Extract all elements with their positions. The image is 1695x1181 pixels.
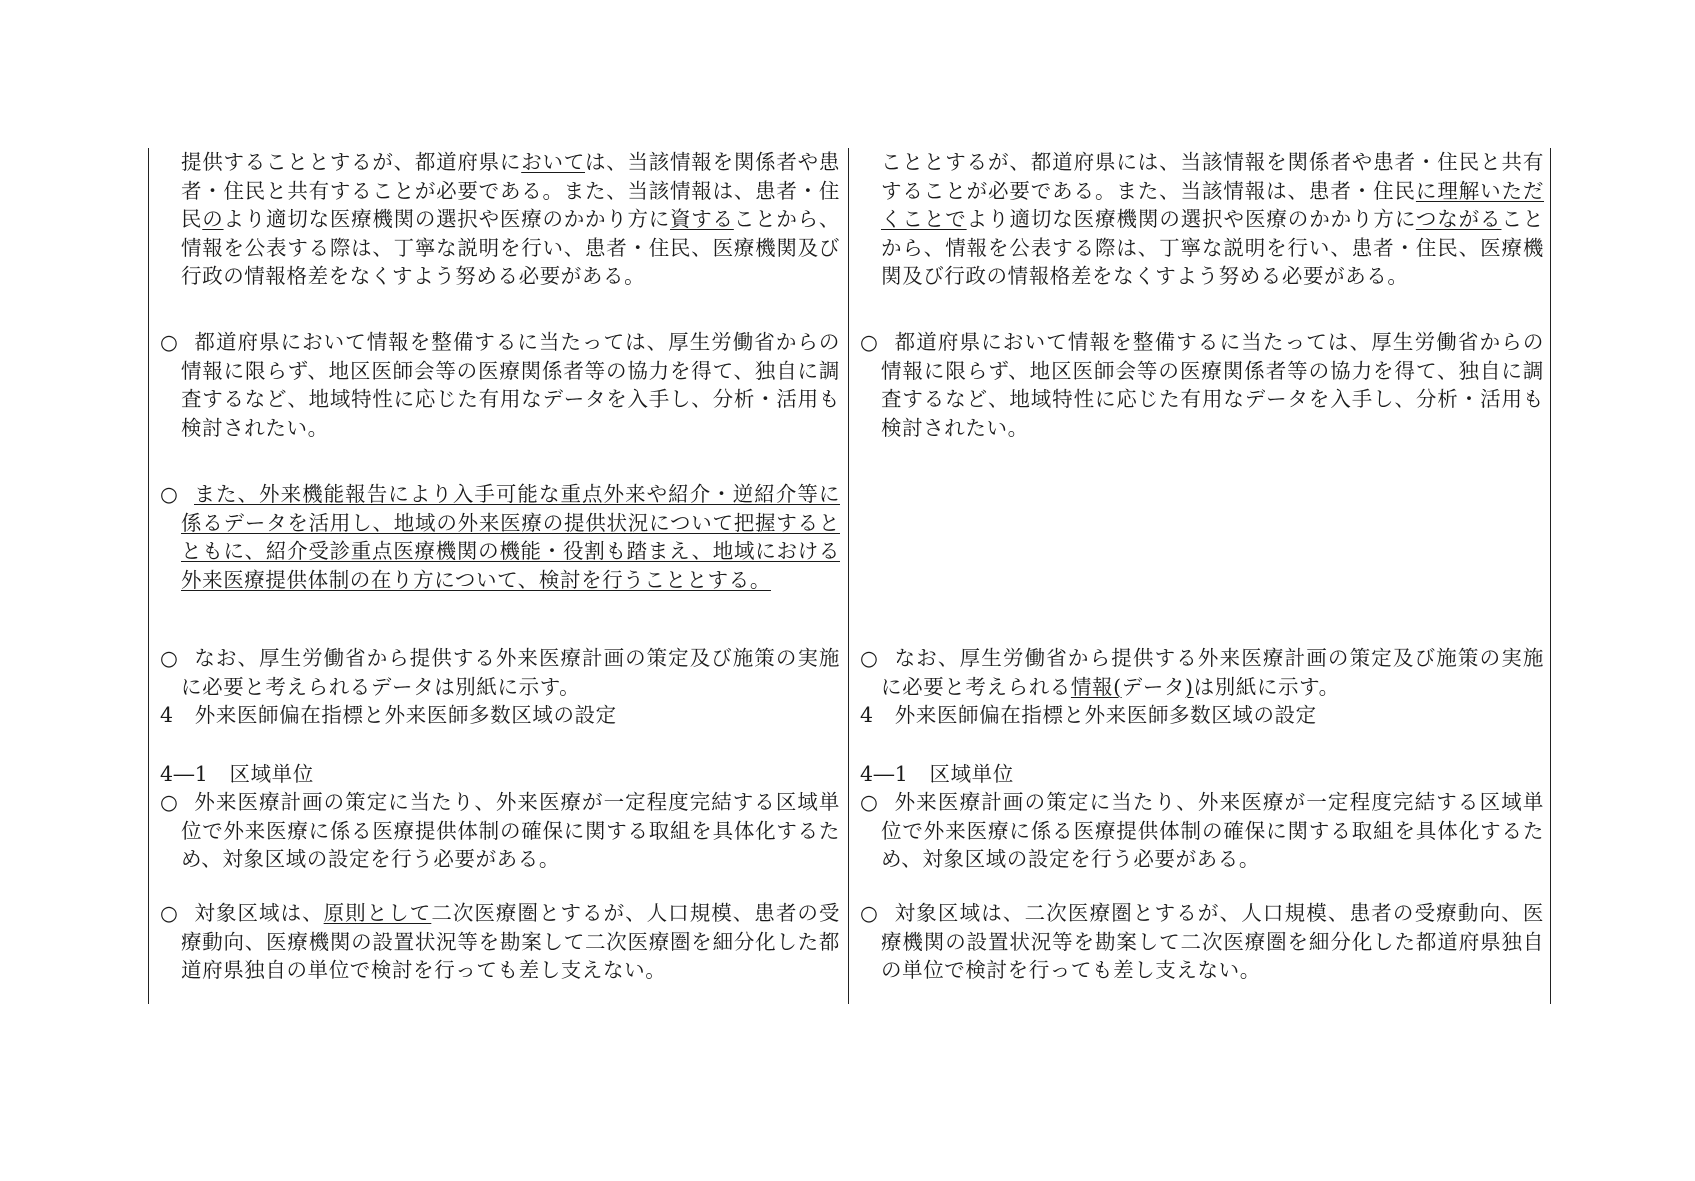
table-border-left [148,148,149,1004]
bullet-marker: ○ [160,790,179,814]
right-paragraph-6: ○ 対象区域は、二次医療圏とするが、人口規模、患者の受療動向、医療機関の設置状況等を勘案して二次医療圏を細分化した都道府県独自の単位で検討を行っても差し支えない。 [860,901,1544,983]
table-border-center [848,148,849,1004]
right-paragraph-4: ○ なお、厚生労働省から提供する外来医療計画の策定及び施策の実施に必要と考えられる情報(データ)は別紙に示す。 [860,646,1544,699]
bullet-marker: ○ [860,646,879,670]
left-section-heading: 4 外来医師偏在指標と外来医師多数区域の設定 [160,703,617,727]
left-paragraph-5: ○ 外来医療計画の策定に当たり、外来医療が一定程度完結する区域単位で外来医療に係る医療提供体制の確保に関する取組を具体化するため、対象区域の設定を行う必要がある。 [160,790,840,872]
right-section-heading: 4 外来医師偏在指標と外来医師多数区域の設定 [860,703,1317,727]
left-paragraph-1: 提供することとするが、都道府県においては、当該情報を関係者や患者・住民と共有することが必要である。また、当該情報は、患者・住民のより適切な医療機関の選択や医療のかかり方に資することから、情報を公表する際は、丁寧な説明を行い、患者・住民、医療機関及び行政の情報格差をなくすよう努める必要がある。 [181,150,840,289]
right-paragraph-5: ○ 外来医療計画の策定に当たり、外来医療が一定程度完結する区域単位で外来医療に係る医療提供体制の確保に関する取組を具体化するため、対象区域の設定を行う必要がある。 [860,790,1544,872]
bullet-marker: ○ [160,901,179,925]
bullet-marker: ○ [860,330,879,354]
left-paragraph-6: ○ 対象区域は、原則として二次医療圏とするが、人口規模、患者の受療動向、医療機関の設置状況等を勘案して二次医療圏を細分化した都道府県独自の単位で検討を行っても差し支えない。 [160,901,841,983]
right-subsection-heading: 4―1 区域単位 [860,762,1014,786]
bullet-marker: ○ [860,901,879,925]
bullet-marker: ○ [860,790,879,814]
left-paragraph-3-added: ○ また、外来機能報告により入手可能な重点外来や紹介・逆紹介等に係るデータを活用し、地域の外来医療の提供状況について把握するとともに、紹介受診重点医療機関の機能・役割も踏まえ、地域における外来医療提供体制の在り方について、検討を行うこととする。 [160,482,840,592]
right-paragraph-1: こととするが、都道府県には、当該情報を関係者や患者・住民と共有することが必要である。また、当該情報は、患者・住民に理解いただくことでより適切な医療機関の選択や医療のかかり方につながることから、情報を公表する際は、丁寧な説明を行い、患者・住民、医療機関及び行政の情報格差をなくすよう努める必要がある。 [881,150,1545,289]
left-paragraph-4: ○ なお、厚生労働省から提供する外来医療計画の策定及び施策の実施に必要と考えられるデータは別紙に示す。 [160,646,840,699]
bullet-marker: ○ [160,482,179,506]
right-paragraph-2: ○ 都道府県において情報を整備するに当たっては、厚生労働省からの情報に限らず、地区医師会等の医療関係者等の協力を得て、独自に調査するなど、地域特性に応じた有用なデータを入手し、分析・活用も検討されたい。 [860,330,1544,440]
left-subsection-heading: 4―1 区域単位 [160,762,314,786]
left-paragraph-2: ○ 都道府県において情報を整備するに当たっては、厚生労働省からの情報に限らず、地区医師会等の医療関係者等の協力を得て、独自に調査するなど、地域特性に応じた有用なデータを入手し、分析・活用も検討されたい。 [160,330,840,440]
bullet-marker: ○ [160,646,179,670]
table-border-right [1550,148,1551,1004]
bullet-marker: ○ [160,330,179,354]
